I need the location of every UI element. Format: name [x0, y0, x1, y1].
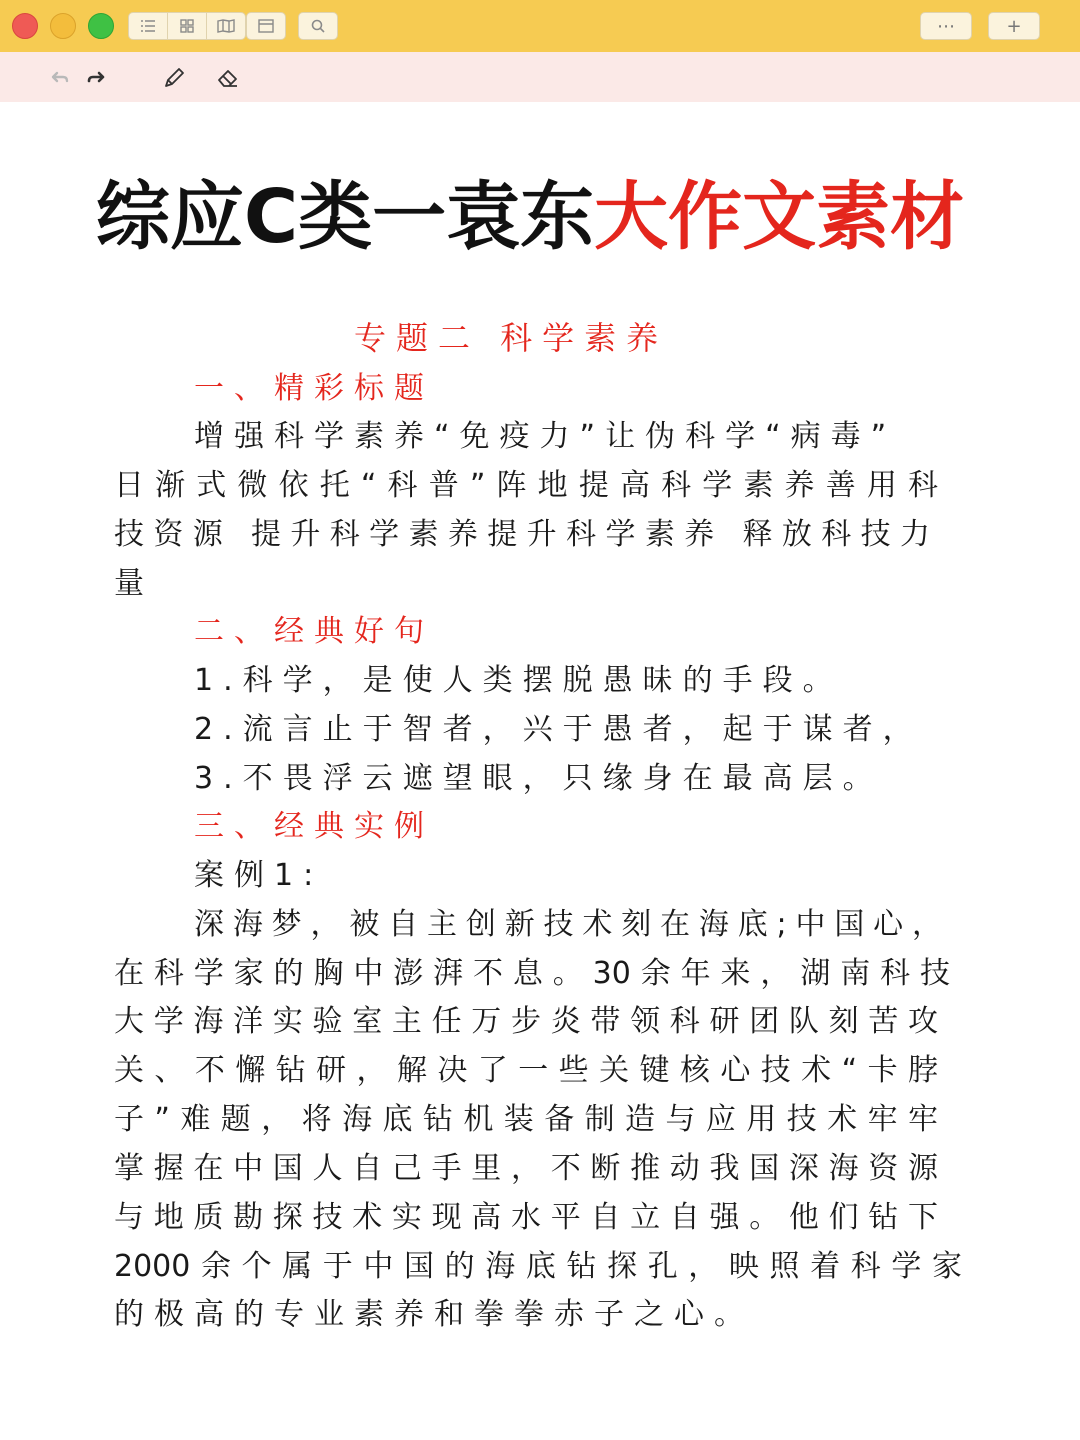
add-button[interactable] — [988, 12, 1040, 40]
case-line: 深海梦，被自主创新技术刻在海底;中国心， — [194, 907, 942, 942]
case-label: 案例1: — [194, 858, 324, 893]
pencil-tool-button[interactable] — [160, 64, 188, 92]
search-group — [298, 12, 338, 40]
case-line: 2000余个属于中国的海底钻探孔，映照着科学家 — [114, 1249, 962, 1284]
undo-button[interactable] — [46, 64, 74, 92]
case-line: 关、不懈钻研，解决了一些关键核心技术“卡脖 — [114, 1053, 938, 1088]
section-heading-2: 二、经典好句 — [194, 614, 434, 649]
view-switcher — [128, 12, 246, 40]
plus-icon: + — [1006, 15, 1022, 37]
redo-icon — [84, 66, 108, 90]
quote-line: 3.不畏浮云遮望眼，只缘身在最高层。 — [194, 761, 883, 796]
quote-line: 2.流言止于智者，兴于愚者，起于谋者， — [194, 712, 923, 747]
title-red-part: 大作文素材 — [594, 174, 965, 260]
grid-icon — [178, 18, 196, 34]
body-line: 技资源 提升科学素养提升科学素养 释放科技力 — [114, 517, 930, 552]
book-icon — [216, 18, 236, 34]
document-title — [0, 172, 1060, 262]
case-line: 掌握在中国人自己手里，不断推动我国深海资源 — [114, 1151, 938, 1186]
title-black-part: 综应C类一袁东 — [95, 174, 595, 260]
body-line: 日渐式微依托“科普”阵地提高科学素养善用科 — [114, 468, 938, 503]
zoom-window-button[interactable] — [88, 13, 114, 39]
section-heading-1: 一、精彩标题 — [194, 371, 434, 406]
more-icon: ⋯ — [937, 15, 955, 37]
case-line: 子”难题，将海底钻机装备制造与应用技术牢牢 — [114, 1102, 938, 1137]
case-line: 的极高的专业素养和拳拳赤子之心。 — [114, 1297, 754, 1332]
redo-button[interactable] — [82, 64, 110, 92]
window-titlebar — [0, 0, 1080, 52]
search-button[interactable] — [299, 13, 337, 39]
section-heading-3: 三、经典实例 — [194, 809, 434, 844]
list-view-button[interactable] — [129, 13, 168, 39]
body-line: 量 — [114, 566, 154, 601]
case-line: 大学海洋实验室主任万步炎带领科研团队刻苦攻 — [114, 1004, 938, 1039]
body-line: 增强科学素养“免疫力”让伪科学“病毒” — [194, 419, 897, 454]
eraser-tool-button[interactable] — [214, 64, 242, 92]
pencil-icon — [161, 65, 187, 91]
quote-line: 1.科学，是使人类摆脱愚昧的手段。 — [194, 663, 843, 698]
undo-icon — [48, 66, 72, 90]
book-view-button[interactable] — [207, 13, 245, 39]
search-icon — [309, 18, 327, 34]
list-icon — [139, 18, 157, 34]
eraser-icon — [215, 65, 241, 91]
more-button[interactable] — [920, 12, 972, 40]
sidebar-toggle-group — [246, 12, 286, 40]
close-window-button[interactable] — [12, 13, 38, 39]
case-line: 在科学家的胸中澎湃不息。30余年来，湖南科技 — [114, 956, 950, 991]
sidebar-toggle-button[interactable] — [247, 13, 285, 39]
sidebar-icon — [257, 18, 275, 34]
grid-view-button[interactable] — [168, 13, 207, 39]
minimize-window-button[interactable] — [50, 13, 76, 39]
case-line: 与地质勘探技术实现高水平自立自强。他们钻下 — [114, 1200, 938, 1235]
topic-heading: 专题二 科学素养 — [354, 319, 669, 357]
